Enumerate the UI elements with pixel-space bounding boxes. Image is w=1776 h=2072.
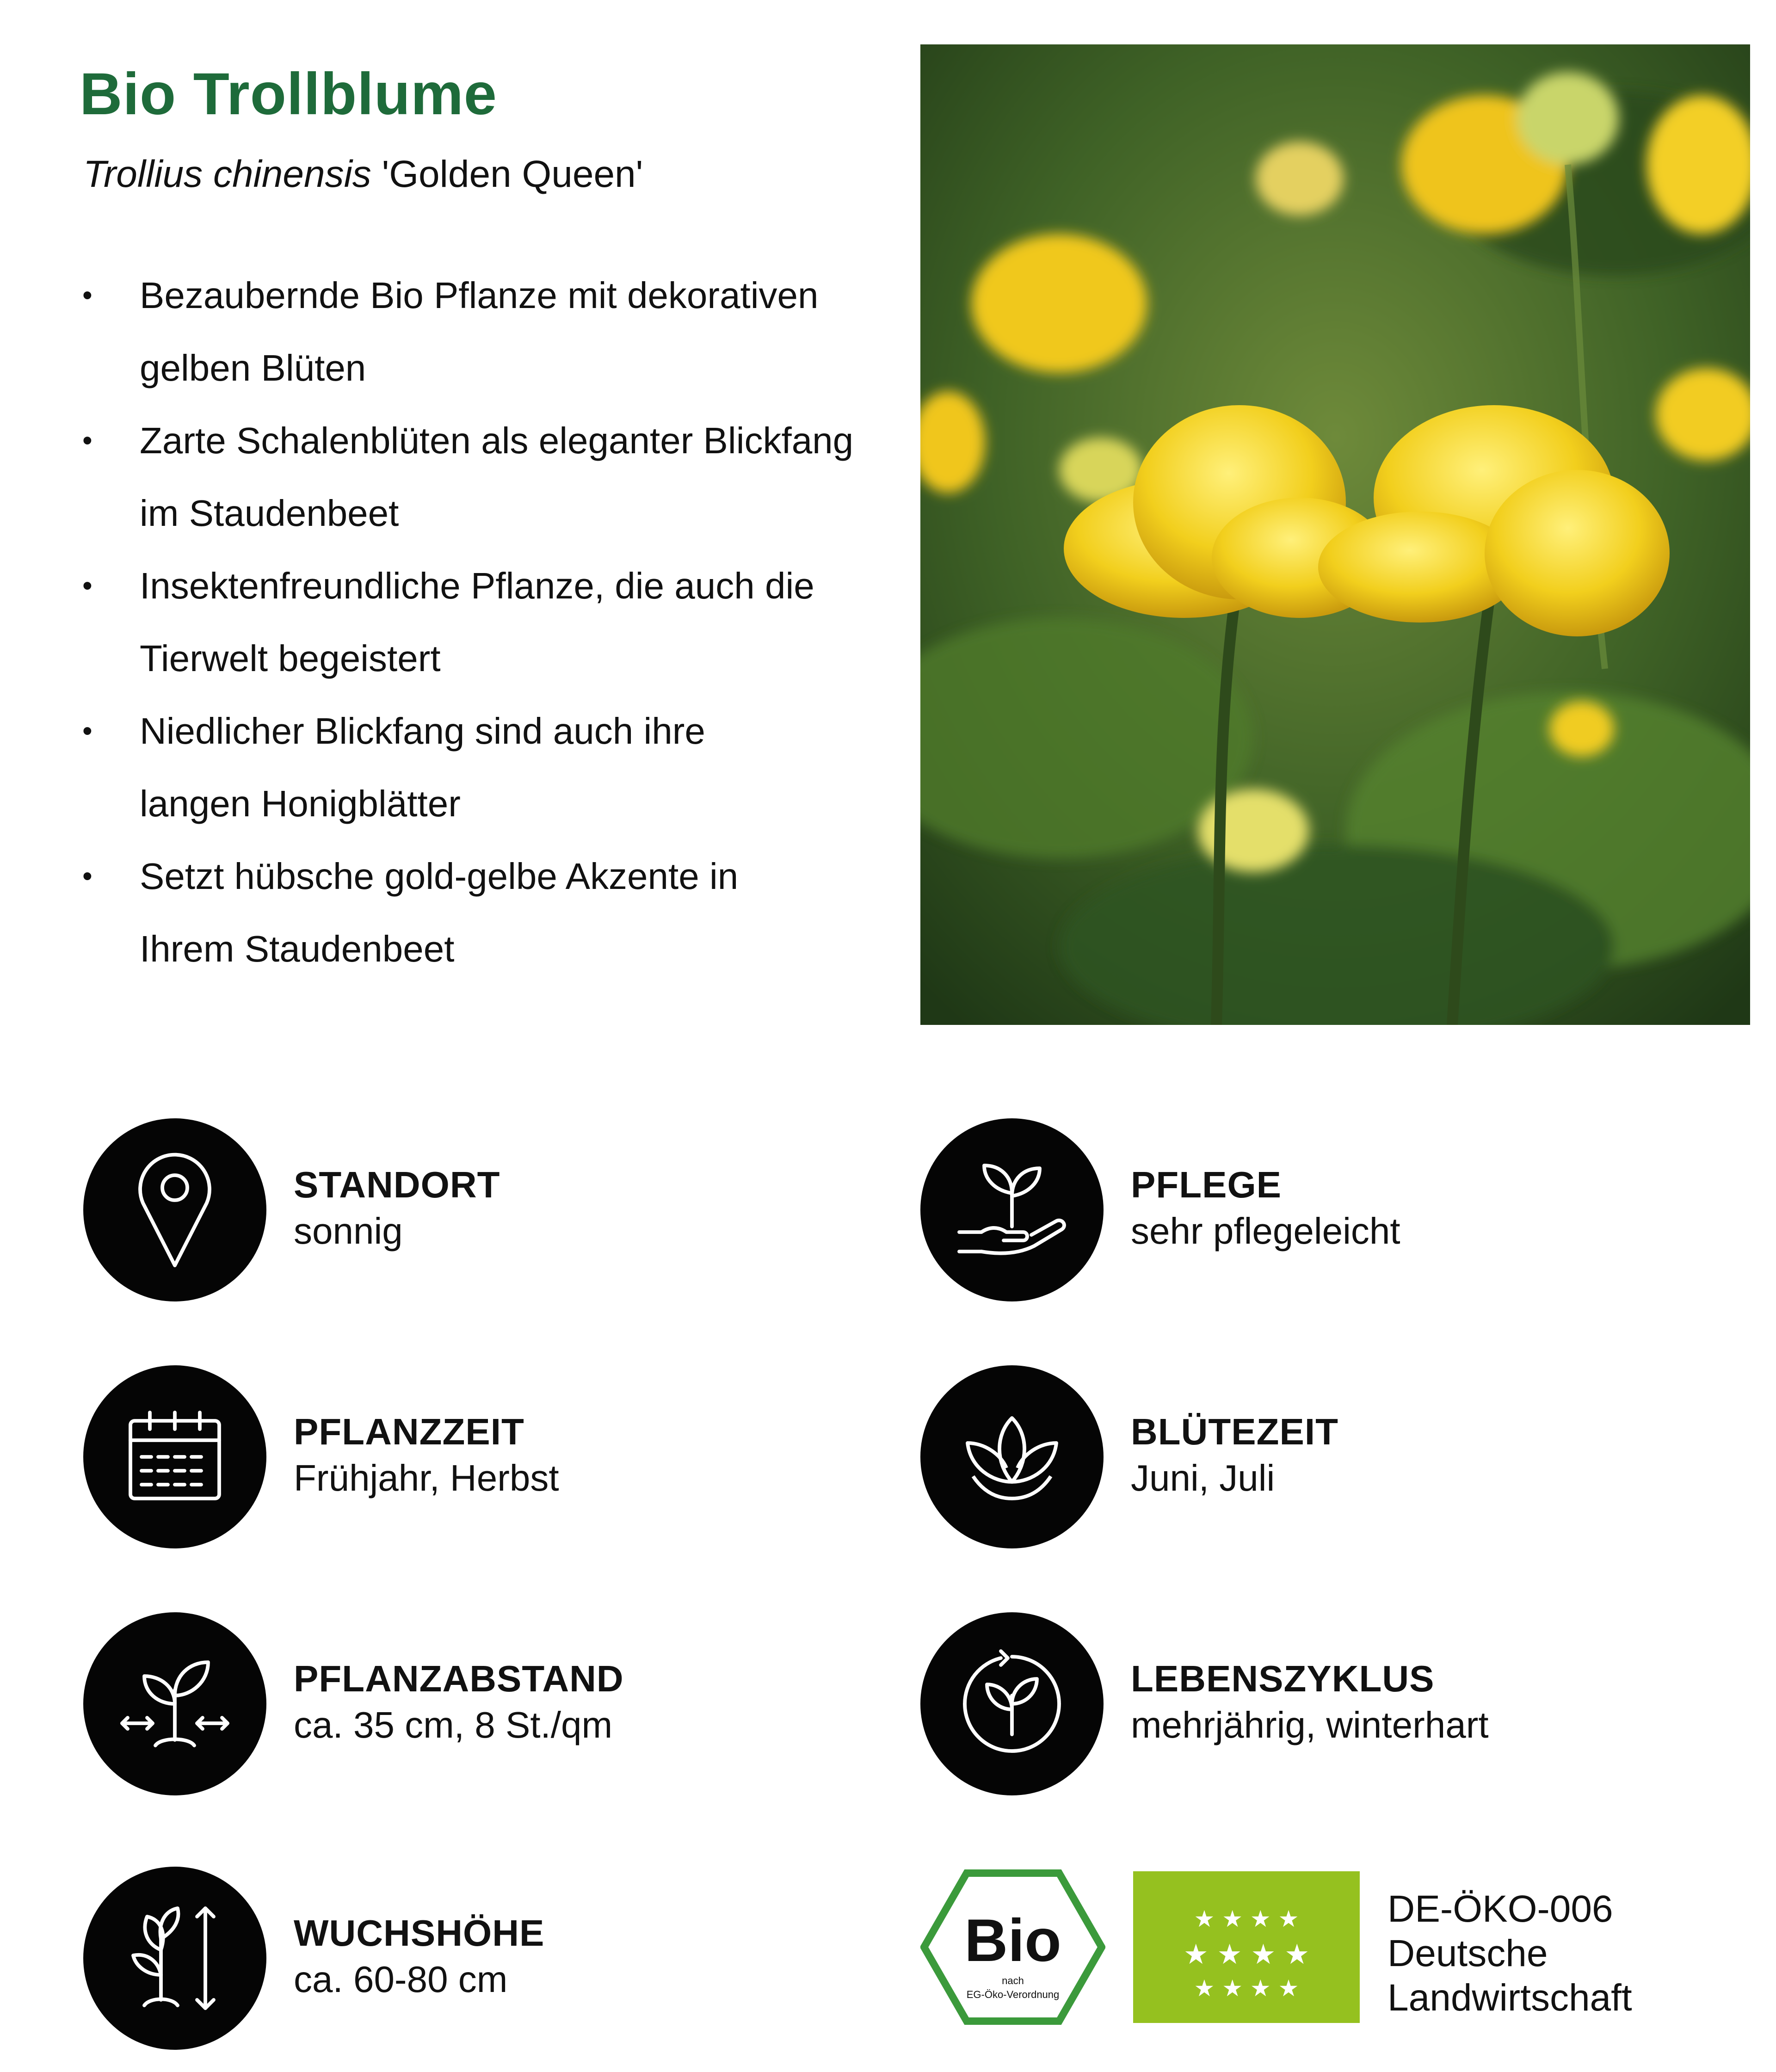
cultivar-name: 'Golden Queen' bbox=[382, 153, 643, 195]
bio-logo-sub2: EG-Öko-Verordnung bbox=[966, 1989, 1060, 2000]
lebenszyklus-label: LEBENSZYKLUS bbox=[1131, 1658, 1435, 1699]
eco-control-code: DE-ÖKO-006 bbox=[1388, 1888, 1613, 1930]
standort-label: STANDORT bbox=[294, 1164, 500, 1205]
product-photo bbox=[920, 44, 1750, 1025]
feature-pflanzzeit bbox=[83, 1365, 870, 1550]
bluetezeit-label: BLÜTEZEIT bbox=[1131, 1411, 1338, 1452]
pflanzabstand-value: ca. 35 cm, 8 St./qm bbox=[294, 1704, 613, 1745]
feature-pflege bbox=[920, 1118, 1707, 1303]
bullet-item bbox=[79, 549, 902, 695]
origin-line-2: Landwirtschaft bbox=[1388, 1977, 1632, 2019]
bullet-text: Insektenfreundliche Pflanze, die auch die bbox=[140, 565, 814, 606]
bullet-item bbox=[79, 695, 902, 840]
lotus-flower-icon bbox=[943, 1388, 1081, 1526]
eu-organic-logo bbox=[1133, 1871, 1360, 2023]
certification-area bbox=[920, 1868, 1753, 2035]
plant-spacing-icon bbox=[105, 1634, 244, 1773]
location-pin-icon bbox=[105, 1141, 244, 1279]
pflege-label: PFLEGE bbox=[1131, 1164, 1282, 1205]
plant-cycle-icon bbox=[943, 1634, 1081, 1773]
bullet-text-cont: langen Honigblätter bbox=[140, 783, 461, 824]
bio-logo-sub1: nach bbox=[1002, 1975, 1024, 1986]
bullet-text: Setzt hübsche gold-gelbe Akzente in bbox=[140, 856, 739, 897]
bullet-dot: • bbox=[82, 279, 92, 311]
feature-lebenszyklus bbox=[920, 1612, 1707, 1797]
bluetezeit-icon-circle bbox=[920, 1365, 1104, 1548]
plant-height-icon bbox=[105, 1889, 244, 2028]
svg-text:★ ★ ★ ★: ★ ★ ★ ★ bbox=[1194, 1906, 1299, 1932]
bullet-text-cont: Ihrem Staudenbeet bbox=[140, 928, 455, 969]
pflanzabstand-label: PFLANZABSTAND bbox=[294, 1658, 624, 1699]
bio-siegel-logo bbox=[920, 1868, 1105, 2026]
pflanzzeit-icon-circle bbox=[83, 1365, 266, 1548]
bullet-item bbox=[79, 404, 902, 549]
bullet-text-cont: im Staudenbeet bbox=[140, 493, 399, 534]
bullet-text: Zarte Schalenblüten als eleganter Blickfang bbox=[140, 420, 854, 461]
product-subtitle bbox=[83, 153, 643, 196]
bluetezeit-value: Juni, Juli bbox=[1131, 1457, 1275, 1498]
calendar-icon bbox=[105, 1388, 244, 1526]
feature-bullet-list bbox=[79, 259, 902, 985]
wuchshoehe-label: WUCHSHÖHE bbox=[294, 1912, 545, 1954]
lebenszyklus-value: mehrjährig, winterhart bbox=[1131, 1704, 1489, 1745]
bullet-text-cont: gelben Blüten bbox=[140, 347, 366, 388]
product-title: Bio Trollblume bbox=[80, 61, 497, 127]
pflanzabstand-icon-circle bbox=[83, 1612, 266, 1795]
bullet-item bbox=[79, 840, 902, 985]
bullet-item bbox=[79, 259, 902, 404]
bullet-dot: • bbox=[82, 715, 92, 747]
hand-sprout-icon bbox=[943, 1141, 1081, 1279]
lebenszyklus-icon-circle bbox=[920, 1612, 1104, 1795]
bullet-text: Niedlicher Blickfang sind auch ihre bbox=[140, 710, 705, 752]
feature-pflanzabstand bbox=[83, 1612, 870, 1797]
wuchshoehe-value: ca. 60-80 cm bbox=[294, 1959, 508, 2000]
feature-bluetezeit bbox=[920, 1365, 1707, 1550]
standort-icon-circle bbox=[83, 1118, 266, 1301]
bullet-text-cont: Tierwelt begeistert bbox=[140, 638, 441, 679]
bio-logo-word: Bio bbox=[964, 1906, 1061, 1974]
origin-line-1: Deutsche bbox=[1388, 1932, 1548, 1974]
pflanzzeit-label: PFLANZZEIT bbox=[294, 1411, 524, 1452]
bullet-text: Bezaubernde Bio Pflanze mit dekorativen bbox=[140, 275, 819, 316]
bullet-dot: • bbox=[82, 570, 92, 602]
certification-text bbox=[1388, 1887, 1632, 2020]
pflege-icon-circle bbox=[920, 1118, 1104, 1301]
wuchshoehe-icon-circle bbox=[83, 1867, 266, 2050]
feature-standort bbox=[83, 1118, 870, 1303]
latin-name: Trollius chinensis bbox=[83, 153, 371, 195]
svg-text:★ ★ ★ ★: ★ ★ ★ ★ bbox=[1194, 1975, 1299, 2002]
trollius-flower-photo bbox=[920, 44, 1750, 1025]
pflanzzeit-value: Frühjahr, Herbst bbox=[294, 1457, 559, 1498]
eu-organic-leaf-icon bbox=[1133, 1871, 1360, 2023]
bullet-dot: • bbox=[82, 425, 92, 456]
feature-wuchshoehe bbox=[83, 1867, 870, 2052]
bullet-dot: • bbox=[82, 860, 92, 892]
svg-text:★ ★ ★ ★: ★ ★ ★ ★ bbox=[1183, 1938, 1310, 1971]
pflege-value: sehr pflegeleicht bbox=[1131, 1210, 1400, 1252]
standort-value: sonnig bbox=[294, 1210, 403, 1252]
